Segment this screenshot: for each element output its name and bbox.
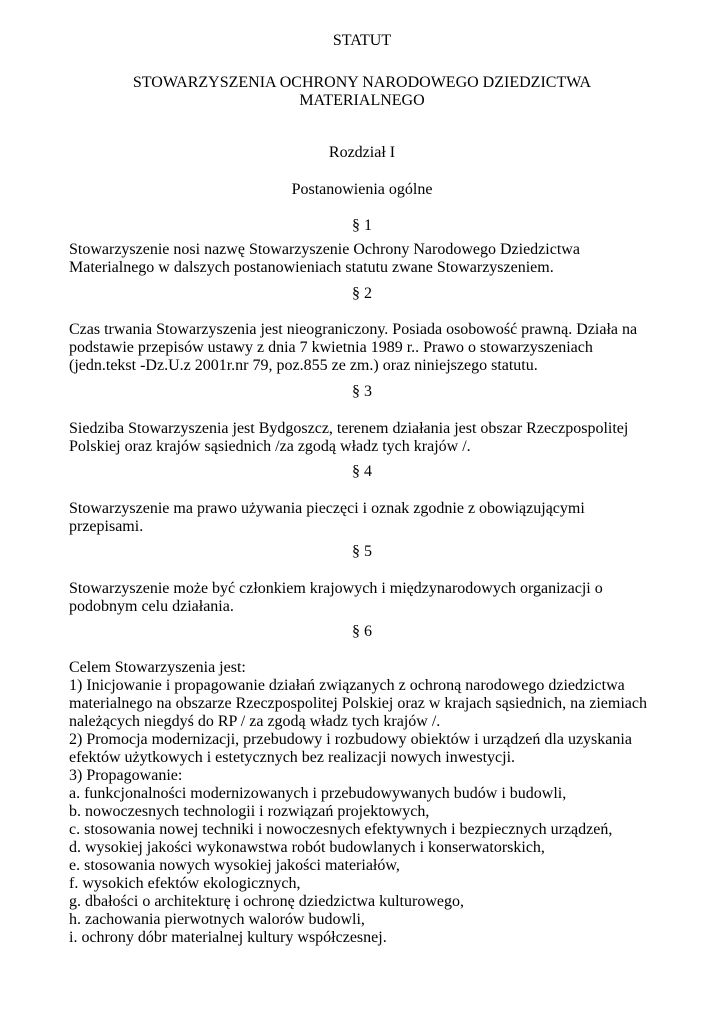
document-subtitle <box>0 74 724 110</box>
section-heading: § 2 <box>352 285 372 302</box>
paragraph-line: należących niegdyś do RP / za zgodą władz tych krajów /. <box>69 713 441 730</box>
paragraph-line: 1) Inicjowanie i propagowanie działań związanych z ochroną narodowego dziedzictwa <box>69 677 625 694</box>
list-item: h. zachowania pierwotnych walorów budowli, <box>69 911 365 928</box>
list-item: c. stosowania nowej techniki i nowoczesnych efektywnych i bezpiecznych urządzeń, <box>69 821 613 838</box>
section-paragraph <box>69 580 689 616</box>
paragraph-line: Celem Stowarzyszenia jest: <box>69 659 246 676</box>
list-item: g. dbałości o architekturę i ochronę dziedzictwa kulturowego, <box>69 893 464 910</box>
paragraph-line: przepisami. <box>69 518 144 535</box>
paragraph-line: Stowarzyszenie może być członkiem krajowych i międzynarodowych organizacji o <box>69 580 603 597</box>
subtitle-line: MATERIALNEGO <box>299 92 425 109</box>
section-heading: § 3 <box>352 383 372 400</box>
paragraph-line: (jedn.tekst -Dz.U.z 2001r.nr 79, poz.855 ze zm.) oraz niniejszego statutu. <box>69 357 538 374</box>
paragraph-line: Siedziba Stowarzyszenia jest Bydgoszcz, terenem działania jest obszar Rzeczpospolitej <box>69 420 629 437</box>
paragraph-line: podstawie przepisów ustawy z dnia 7 kwietnia 1989 r.. Prawo o stowarzyszeniach <box>69 339 593 356</box>
list-item: e. stosowania nowych wysokiej jakości materiałów, <box>69 857 400 874</box>
section-paragraph <box>69 241 689 277</box>
list-item: f. wysokich efektów ekologicznych, <box>69 875 301 892</box>
chapter-heading: Rozdział I <box>328 144 396 161</box>
chapter-title: Postanowienia ogólne <box>291 181 433 198</box>
paragraph-line: Materialnego w dalszych postanowieniach statutu zwane Stowarzyszeniem. <box>69 259 554 276</box>
section-heading: § 1 <box>352 217 372 234</box>
paragraph-line: Stowarzyszenie ma prawo używania pieczęci i oznak zgodnie z obowiązującymi <box>69 500 585 517</box>
section-heading: § 5 <box>352 543 372 560</box>
section-paragraph <box>69 500 689 536</box>
paragraph-line: podobnym celu działania. <box>69 598 234 615</box>
paragraph-line: 3) Propagowanie: <box>69 767 183 784</box>
list-item: b. nowoczesnych technologii i rozwiązań projektowych, <box>69 803 430 820</box>
section-heading: § 6 <box>352 623 372 640</box>
paragraph-line: Czas trwania Stowarzyszenia jest nieograniczony. Posiada osobowość prawną. Działa na <box>69 321 638 338</box>
document-title: STATUT <box>332 32 392 49</box>
section-paragraph <box>69 420 689 456</box>
paragraph-line: materialnego na obszarze Rzeczpospolitej Polskiej oraz w krajach sąsiednich, na ziemiach <box>69 695 647 712</box>
list-item: a. funkcjonalności modernizowanych i przebudowywanych budów i budowli, <box>69 785 567 802</box>
subtitle-line: STOWARZYSZENIA OCHRONY NARODOWEGO DZIEDZICTWA <box>132 74 592 91</box>
paragraph-line: 2) Promocja modernizacji, przebudowy i rozbudowy obiektów i urządzeń dla uzyskania <box>69 731 632 748</box>
paragraph-line: Polskiej oraz krajów sąsiednich /za zgodą władz tych krajów /. <box>69 438 471 455</box>
section-paragraph <box>69 321 689 375</box>
list-item: d. wysokiej jakości wykonawstwa robót budowlanych i konserwatorskich, <box>69 839 545 856</box>
section-heading: § 4 <box>352 463 372 480</box>
paragraph-line: efektów użytkowych i estetycznych bez realizacji nowych inwestycji. <box>69 749 516 766</box>
list-item: i. ochrony dóbr materialnej kultury współczesnej. <box>69 929 387 946</box>
paragraph-line: Stowarzyszenie nosi nazwę Stowarzyszenie Ochrony Narodowego Dziedzictwa <box>69 241 580 258</box>
section-paragraph <box>69 659 689 947</box>
